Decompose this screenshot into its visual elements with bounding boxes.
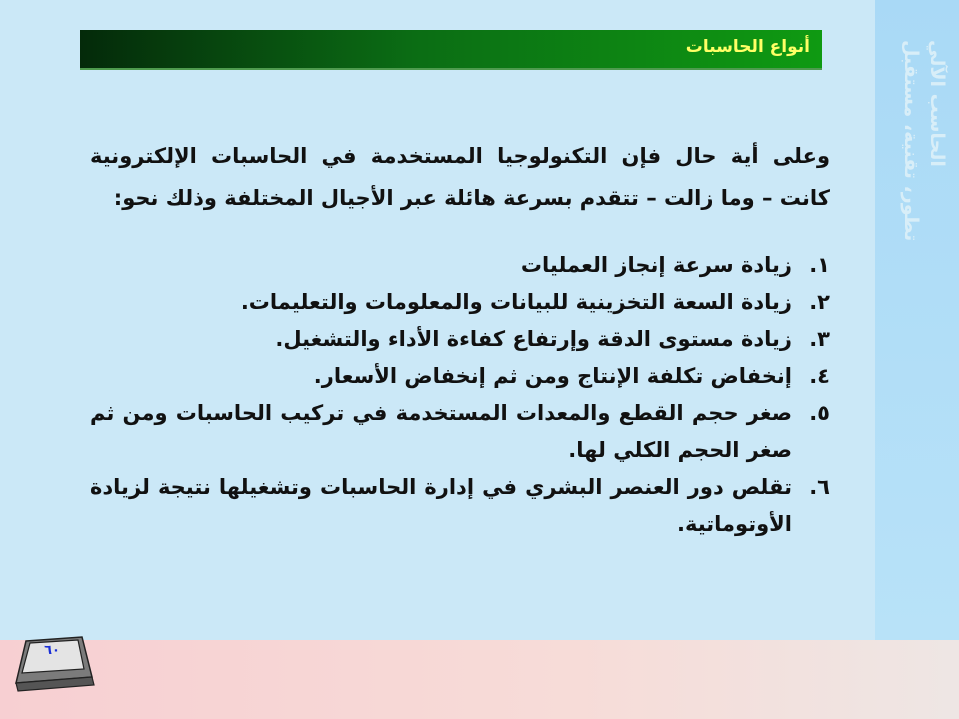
list-item [90,395,830,469]
bottom-band [0,640,959,719]
list-item-text: إنخفاض تكلفة الإنتاج ومن ثم إنخفاض الأسعار. [313,364,792,388]
title-bar [80,30,822,70]
slide-content [90,135,830,543]
side-title-line-2: تطور، تقنية، مستقبل [900,40,922,242]
list-item-text: تقلص دور العنصر البشري في إدارة الحاسبات وتشغيلها نتيجة لزيادة الأوتوماتية. [90,475,792,536]
list-item [90,358,830,395]
keyboard-key-icon [12,633,98,693]
page-number: ٦٠ [44,643,60,658]
intro-paragraph: وعلى أية حال فإن التكنولوجيا المستخدمة في الحاسبات الإلكترونية كانت – وما زالت – تتقدم بسرعة هائلة عبر الأجيال المختلفة وذلك نحو: [90,144,830,210]
list-item [90,321,830,358]
page-number-key [12,633,98,693]
list-item-text: زيادة السعة التخزينية للبيانات والمعلومات والتعليمات. [240,290,792,314]
list-item-text: زيادة سرعة إنجاز العمليات [520,253,792,277]
slide-title: أنواع الحاسبات [685,37,810,57]
list-item-number: ٦. [809,475,830,499]
list-item-number: ١. [809,253,830,277]
list-item-number: ٤. [809,364,830,388]
list-item-text: زيادة مستوى الدقة وإرتفاع كفاءة الأداء والتشغيل. [275,327,792,351]
numbered-list [90,247,830,543]
side-title-line-1: الحاسب الآلي [926,40,948,167]
side-title [890,40,950,280]
list-item [90,247,830,284]
list-item-number: ٥. [809,401,830,425]
list-item-number: ٣. [809,327,830,351]
list-item [90,284,830,321]
list-item-number: ٢. [809,290,830,314]
list-item [90,469,830,543]
list-item-text: صغر حجم القطع والمعدات المستخدمة في تركيب الحاسبات ومن ثم صغر الحجم الكلي لها. [90,401,792,462]
